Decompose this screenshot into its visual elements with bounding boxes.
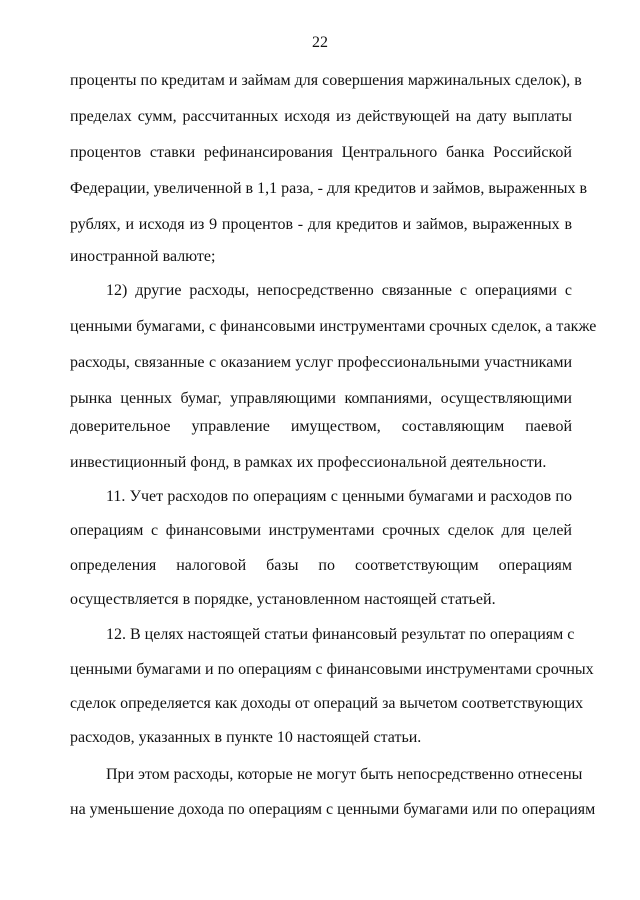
text-line: Федерации, увеличенной в 1,1 раза, - для кредитов и займов, выраженных в (70, 180, 588, 197)
text-line: 12. В целях настоящей статьи финансовый результат по операциям с (106, 626, 575, 643)
page-number: 22 (312, 34, 328, 51)
text-line: 12) другие расходы, непосредственно связанные с операциями с (106, 282, 572, 299)
text-line: 11. Учет расходов по операциям с ценными бумагами и расходов по (106, 488, 572, 505)
text-line: ценными бумагами и по операциям с финансовыми инструментами срочных (70, 661, 594, 678)
text-line: осуществляется в порядке, установленном настоящей статьей. (70, 591, 496, 608)
text-line: расходы, связанные с оказанием услуг профессиональными участниками (70, 354, 572, 371)
text-line: процентов ставки рефинансирования Центрального банка Российской (70, 144, 572, 161)
text-line: рублях, и исходя из 9 процентов - для кредитов и займов, выраженных в (70, 216, 572, 233)
text-line: рынка ценных бумаг, управляющими компаниями, осуществляющими (70, 390, 572, 407)
text-line: сделок определяется как доходы от операций за вычетом соответствующих (70, 695, 584, 712)
text-line: ценными бумагами, с финансовыми инструментами срочных сделок, а также (70, 318, 597, 335)
text-line: определения налоговой базы по соответствующим операциям (70, 557, 572, 574)
text-line: проценты по кредитам и займам для совершения маржинальных сделок), в (70, 72, 582, 89)
text-line: операциям с финансовыми инструментами срочных сделок для целей (70, 522, 572, 539)
text-line: на уменьшение дохода по операциям с ценными бумагами или по операциям (70, 801, 596, 818)
text-line: инвестиционный фонд, в рамках их профессиональной деятельности. (70, 454, 547, 471)
text-line: иностранной валюте; (70, 248, 216, 265)
text-line: При этом расходы, которые не могут быть непосредственно отнесены (106, 766, 583, 783)
text-line: доверительное управление имуществом, составляющим паевой (70, 418, 572, 435)
text-line: расходов, указанных в пункте 10 настоящей статьи. (70, 729, 422, 746)
text-line: пределах сумм, рассчитанных исходя из действующей на дату выплаты (70, 108, 572, 125)
